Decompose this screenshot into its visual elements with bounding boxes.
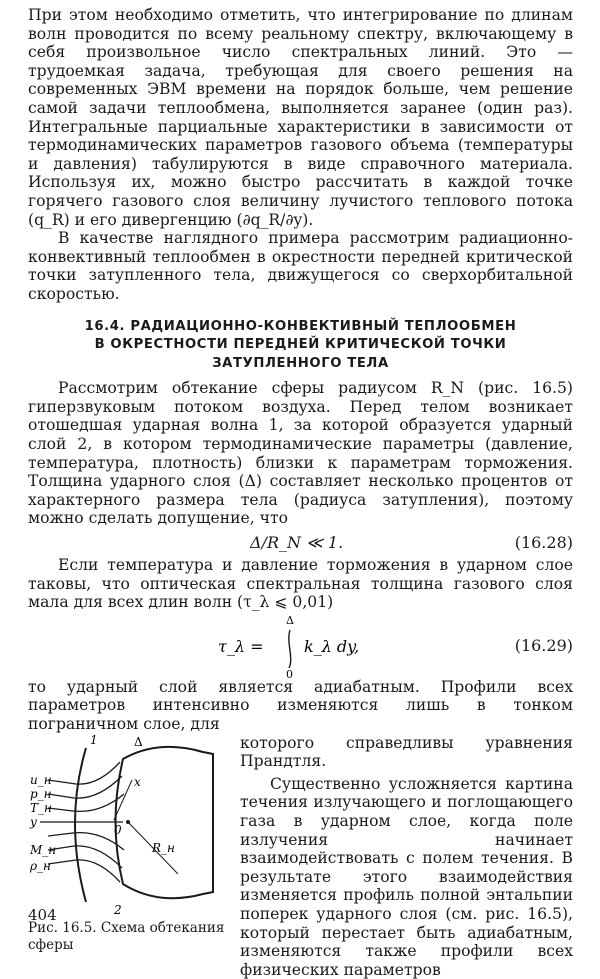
heading-line: ЗАТУПЛЕННОГО ТЕЛА (212, 355, 389, 371)
eq-integrand: k_λ dy, (304, 636, 360, 656)
shock-wave (75, 748, 86, 902)
eq-lower-limit: 0 (286, 667, 293, 678)
paragraph: Если температура и давление торможения в ударном слое таковы, что оптическая спектральная толщина газового слоя мала для всех длин волн (τ_λ ⩽ 0,01) (28, 556, 573, 612)
right-column (240, 734, 573, 979)
label-y: y (30, 814, 37, 829)
label-delta: Δ (134, 734, 143, 749)
equation-number: (16.29) (514, 635, 573, 655)
center-point (126, 820, 130, 824)
paragraph: В качестве наглядного примера рассмотрим радиационно-конвективный теплообмен в окрестности передней критической точки затупленного тела, движущегося со сверхорбитальной скоростью. (28, 229, 573, 303)
label-o: 0 (114, 822, 122, 837)
section-heading (28, 318, 573, 374)
label-rho: ρ_н (30, 858, 51, 873)
eq-lhs: τ_λ = (218, 636, 264, 656)
label-rn: R_н (152, 840, 175, 855)
label-u: u_н (30, 772, 52, 787)
eq-upper-limit: Δ (286, 613, 294, 627)
figure-caption: Рис. 16.5. Схема обтекания сферы (28, 919, 225, 953)
label-T: T_н (30, 800, 52, 815)
paragraph: которого справедливы уравнения Прандтля. (240, 733, 573, 771)
label-M: M_н (30, 842, 57, 857)
equation-graphic (28, 612, 573, 678)
paragraph: Существенно усложняется картина течения излучающего и поглощающего газа в ударном слое, когда поле излучения начинает взаимодействовать с полем течения. В результате этого взаимодействия изменяется профиль полной энтальпии поперек ударного слоя (см. рис. 16.5), который перестает быть адиабатным, изменяются также профили всех физических параметров (240, 774, 573, 979)
equation-16-28 (28, 528, 573, 556)
sphere-body (116, 746, 214, 897)
label-1: 1 (90, 733, 98, 747)
paragraph: При этом необходимо отметить, что интегрирование по длинам волн проводится по всему реальному спектру, включающему в себя произвольное число спектральных линий. Это — трудоемкая задача, требующая для своего решения на современных ЭВМ времени на порядок больше, чем решение самой задачи теплообмена, выполняется заранее (один раз). Интегральные парциальные характеристики в зависимости от термодинамических параметров газового объема (температуры и давления) табулируются в виде справочного материала. Используя их, можно быстро рассчитать в каждой точке горячего газового слоя величину лучистого теплового потока (q_R) и его дивергенцию (∂q_R/∂y). (28, 6, 573, 229)
heading-line: В ОКРЕСТНОСТИ ПЕРЕДНЕЙ КРИТИЧЕСКОЙ ТОЧКИ (94, 337, 507, 353)
label-2: 2 (114, 902, 122, 914)
page-body (28, 6, 573, 979)
label-x: x (134, 774, 141, 789)
flow-diagram (28, 734, 233, 914)
equation-16-29 (28, 612, 573, 678)
label-p: p_н (30, 786, 52, 801)
figure-block (28, 734, 573, 979)
paragraph: Рассмотрим обтекание сферы радиусом R_N (рис. 16.5) гиперзвуковым потоком воздуха. Перед телом возникает отошедшая ударная волна 1, за которой образуется ударный слой 2, в котором термодинамические параметры (давление, температура, плотность) близки к параметрам торможения. Толщина ударного слоя (Δ) составляет несколько процентов от характерного размера тела (радиуса затупления), поэтому можно сделать допущение, что (28, 379, 573, 528)
integral-sign (289, 630, 291, 668)
page-number: 404 (28, 906, 57, 924)
equation-body: Δ/R_N ≪ 1. (250, 533, 344, 553)
heading-line: 16.4. РАДИАЦИОННО-КОНВЕКТИВНЫЙ ТЕПЛООБМЕН (84, 318, 517, 334)
paragraph: то ударный слой является адиабатным. Профили всех параметров интенсивно изменяются лишь в тонком пограничном слое, для (28, 677, 573, 733)
equation-number: (16.28) (514, 533, 573, 553)
